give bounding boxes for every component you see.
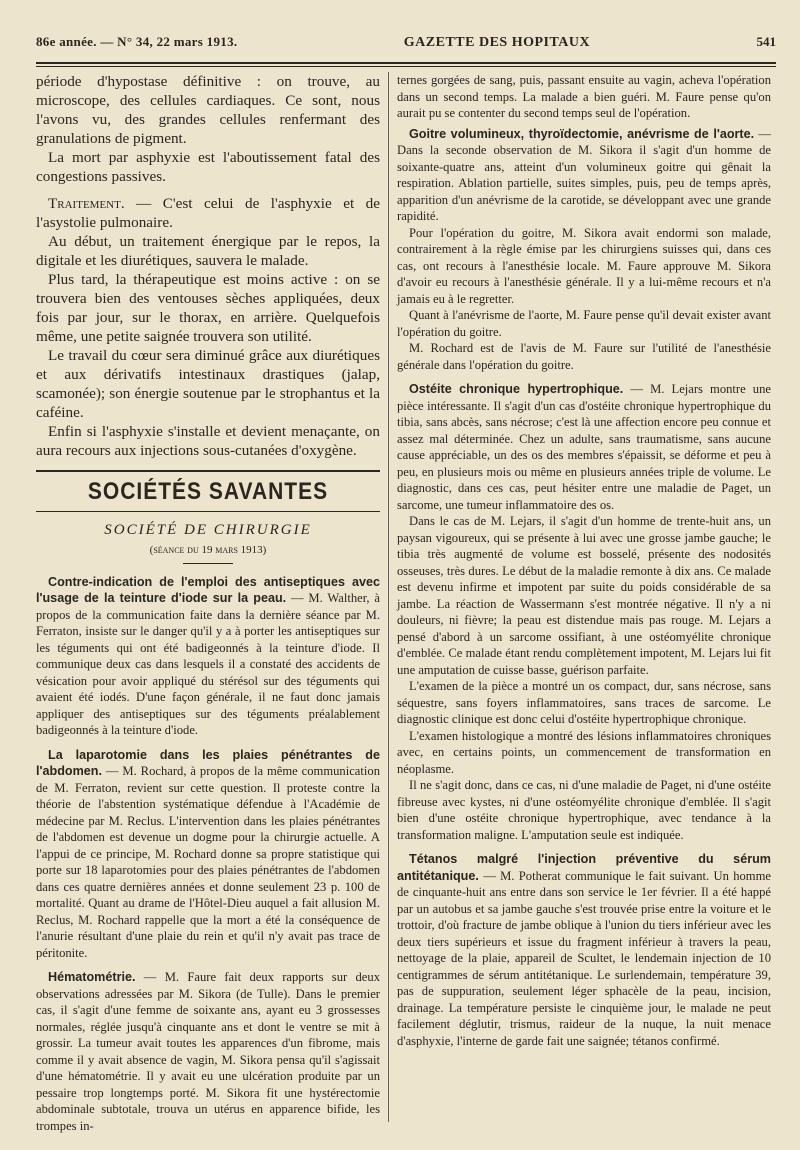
treatment-paragraph: Traitement. — C'est celui de l'asphyxie et de l'asystolie pulmonaire. — [36, 195, 380, 231]
page-number: 541 — [756, 34, 776, 49]
separator-rule — [183, 563, 233, 564]
paragraph: Au début, un traitement énergique par le repos, la digitale et les diurétiques, sauvera le malade. — [36, 233, 380, 269]
journal-title: GAZETTE DES HOPITAUX — [403, 35, 591, 50]
article-iodine: Contre-indication de l'emploi des antiseptiques avec l'usage de la teinture d'iode sur la peau. — M. Walther, à propos de la communication faite dans la dernière séance par M. Ferraton, insiste sur le danger qu'il y a à porter les antiseptiques sur les téguments qui ont été badigeonnés à la teinture d'iode. Il communique deux cas dans lesquels il a constaté des accidents de vésication pour avoir appliqué du stérésol sur des téguments qui avaient été iodés. D'une façon générale, il ne faut donc jamais appliquer des antiseptiques sur des téguments préalablement badigeonnés à la teinture d'iode. — [36, 574, 380, 737]
paragraph: Plus tard, la thérapeutique est moins active : on se trouvera bien des ventouses sèches appliquées, deux fois par jour, sur le thorax, en arrière. Quelquefois même, une petite saignée trouvera son utilité. — [36, 271, 380, 345]
paragraph: Enfin si l'asphyxie s'installe et devient menaçante, on aura recours aux injections sous-cutanées d'oxygène. — [36, 423, 380, 459]
seance-date: (séance du 19 mars 1913) — [149, 544, 267, 556]
article-osteite: Ostéite chronique hypertrophique. — M. Lejars montre une pièce intéressante. Il s'agit d'un cas d'ostéite chronique hypertrophique du tibia, sans abcès, sans nécrose; c'est là une affection encore peu connue et assez mal déterminée. Chez un adulte, sans traumatisme, sans aucune cause appréciable, un des os des membres s'épaissit, se déforme et peu à peu, en plusieurs mois ou même en plusieurs années triple de volume. Le diagnostic, dans ces cas, peut hésiter entre une maladie de Paget, un sarcome, une tumeur inflammatoire des os. — [397, 382, 771, 512]
paragraph: ternes gorgées de sang, puis, passant ensuite au vagin, acheva l'opération dans un second temps. La malade a bien guéri. M. Faure pense qu'on aurait pu se contenter du second temps seul de l'opération. — [397, 73, 771, 120]
paragraph: Le travail du cœur sera diminué grâce aux diurétiques et aux dérivatifs intestinaux drastiques (jalap, scamonée); son énergie soutenue par le strophantus et la caféine. — [36, 347, 380, 421]
paragraph: Quant à l'anévrisme de l'aorte, M. Faure pense qu'il devait exister avant l'opération du goitre. — [397, 308, 771, 339]
issue-info: 86e année. — N° 34, 22 mars 1913. — [36, 34, 238, 49]
article-hematometrie: Hématométrie. — M. Faure fait deux rapports sur deux observations adressées par M. Sikora (de Tulle). Dans le premier cas, il s'agit d'une femme de soixante ans, ayant eu 3 grossesses normales, réglée jusqu'à cinquante ans et dont le ventre se mit à grossir. La tumeur avait toutes les apparences d'un fibrome, mais comme il y avait absence de vagin, M. Sikora pensa qu'il s'agissait d'une hématométrie. Il y avait eu une ulcération produite par un pessaire trop longtemps porté. M. Sikora fit une hystérectomie abdominale subtotale, trouva un utérus en apparence bifide, les trompes in- — [36, 970, 380, 1133]
paragraph: M. Rochard est de l'avis de M. Faure sur l'utilité de l'anesthésie générale dans l'opération du goitre. — [397, 341, 771, 372]
page-header — [36, 34, 776, 56]
article-goitre: Goitre volumineux, thyroïdectomie, anévrisme de l'aorte. — Dans la seconde observation de M. Sikora il s'agit d'un homme de soixante-quatre ans, atteint d'un volumineux goitre qui gênait la respiration. Ablation partielle, suites simples, puis, peu de temps après, apparition d'un anévrisme de la carotide, se développant avec une grande rapidité. — [397, 126, 771, 223]
paragraph: L'examen histologique a montré des lésions inflammatoires chroniques avec, en certains points, un commencement de transformation en néoplasme. — [397, 728, 771, 776]
treatment-heading: Traitement. — [48, 195, 125, 212]
article-title: La laparotomie dans les plaies pénétrantes de l'abdomen. — [36, 747, 380, 778]
column-divider — [388, 72, 389, 1122]
article-laparotomy: La laparotomie dans les plaies pénétrantes de l'abdomen. — M. Rochard, à propos de la même communication de M. Ferraton, revient sur cette question. Il proteste contre la théorie de l'abstention systématique défendue à l'Académie de médecine par M. Reclus. L'intervention dans les plaies pénétrantes de l'abdomen est devenue un dogme pour la chirurgie actuelle. A l'appui de ce principe, M. Rochard donne sa propre statistique qui porte sur 18 laparotomies pour des plaies pénétrantes de l'abdomen dans ces quatre dernières années et donne seulement 23 p. 100 de mortalité. Quant au drame de l'Hôtel-Dieu auquel a fait allusion M. Reclus, M. Rochard rappelle que la mort a été la conséquence de l'anurie résultant d'une plaie du rein et qu'il n'y avait pas trace de péritonite. — [36, 747, 380, 960]
paragraph: L'examen de la pièce a montré un os compact, dur, sans nécrose, sans séquestre, sans foyers inflammatoires, sans traces de sarcome. Le diagnostic clinique est donc celui d'ostéite hypertrophique chronique. — [397, 679, 771, 726]
article-title: Ostéite chronique hypertrophique. — [409, 382, 624, 396]
article-title: Contre-indication de l'emploi des antiseptiques avec l'usage de la teinture d'iode sur la peau. — [36, 574, 380, 605]
header-rule — [36, 62, 776, 64]
article-tetanos: Tétanos malgré l'injection préventive du sérum antitétanique. — M. Potherat communique le fait suivant. Un homme de cinquante-huit ans entre dans son service le 1er février. Il a été happé par un autobus et sa jambe gauche s'est trouvée prise entre la voiture et le trottoir, d'où fracture de jambe oblique à l'union du tiers inférieur avec les deux tiers supérieurs et issue du fragment inférieur à travers la peau, nettoyage de la plaie, appareil de Scultet, le lendemain injection de 10 centigrammes de sérum antitétanique. Le surlendemain, température 39, pas de suppuration, seulement léger sphacèle de la peau, incision, drainage. La température persiste le cinquième jour, le malade ne peut facilement déglutir, trismus, raideur de la nuque, la nuit menace d'asphyxie, l'interne de garde fait une saignée; tétanos confirmé. — [397, 852, 771, 1048]
paragraph: La mort par asphyxie est l'aboutissement fatal des congestions passives. — [36, 149, 380, 185]
paragraph: période d'hypostase définitive : on trouve, au microscope, des cellules cardiaques. Ce sont, nous l'avons vu, des grandes cellules renfermant des granulations de pigment. — [36, 73, 380, 147]
header-rule-thin — [36, 66, 776, 67]
section-title: SOCIÉTÉS SAVANTES — [87, 478, 329, 505]
paragraph: Il ne s'agit donc, dans ce cas, ni d'une maladie de Paget, ni d'une ostéite fibreuse avec kystes, ni d'une ostéomyélite chronique d'emblée. Il s'agit bien d'une ostéite chronique hypertrophique, avec tendance à la transformation maligne. L'amputation seule est indiquée. — [397, 778, 771, 842]
paragraph: Dans le cas de M. Lejars, il s'agit d'un homme de trente-huit ans, un paysan vigoureux, qui se présente à lui avec une grosse jambe gauche; le tibia très augmenté de volume est bosselé, présente des nodosités osseuses, très dures. Le début de la maladie remonte à dix ans. Ce malade est devenu infirme et impotent par suite du poids considérable de sa jambe. La réaction de Wassermann s'est montrée négative. Il n'y a ni douleurs, ni fièvre; la peau est distendue mais pas rouge. M. Lejars a pensé d'abord à un sarcome ossifiant, à une ostéomyélite chronique d'emblée. Ce malade étant rendu complètement impotent, M. Lejars lui fit une amputation de cuisse basse, guérison parfaite. — [397, 514, 771, 677]
paragraph: Pour l'opération du goitre, M. Sikora avait endormi son malade, contrairement à la règle émise par les chirurgiens suisses qui, dans ces cas, ont recours à l'anesthésie locale. M. Faure approuve M. Sikora d'avoir eu recours à l'anesthésie générale. Il y a lui-même recours et n'a jamais eu à le regretter. — [397, 225, 771, 306]
article-title: Tétanos malgré l'injection préventive du sérum antitétanique. — [397, 852, 771, 883]
left-column — [36, 72, 380, 1134]
article-title: Goitre volumineux, thyroïdectomie, anévrisme de l'aorte. — [409, 126, 755, 141]
right-column — [397, 72, 771, 1049]
section-banner — [36, 470, 380, 512]
article-title: Hématométrie. — [48, 970, 136, 984]
society-title: SOCIÉTÉ DE CHIRURGIE — [104, 521, 312, 538]
